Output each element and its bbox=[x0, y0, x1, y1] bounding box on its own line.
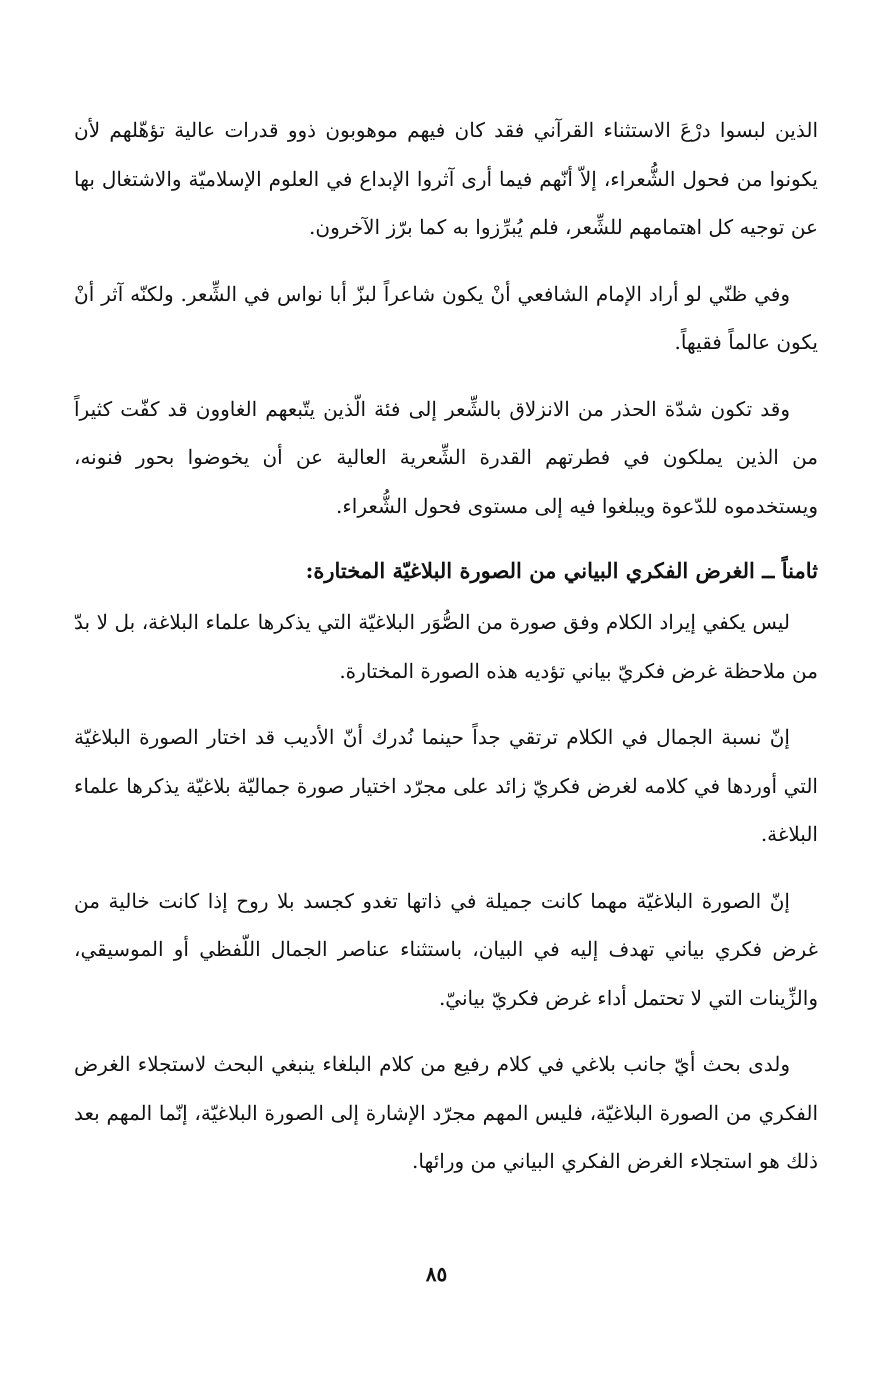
page-number: ٨٥ bbox=[425, 1262, 448, 1286]
paragraph: وفي ظنّي لو أراد الإمام الشافعي أنْ يكون شاعراً لبزّ أبا نواس في الشِّعر. ولكنّه آثر أنْ يكون عالماً فقيهاً. bbox=[74, 281, 818, 354]
paragraph: إنّ نسبة الجمال في الكلام ترتقي جداً حينما نُدرك أنّ الأديب قد اختار الصورة البلاغيّة التي أوردها في كلامه لغرض فكريّ زائد على مجرّد اختيار صورة جماليّة بلاغيّة يذكرها علماء البلاغة. bbox=[74, 725, 818, 846]
page-body bbox=[74, 106, 818, 1204]
section-heading: ثامناً ــ الغرض الفكري البياني من الصورة البلاغيّة المختارة: bbox=[305, 558, 818, 583]
paragraph: ولدى بحث أيّ جانب بلاغي في كلام رفيع من كلام البلغاء ينبغي البحث لاستجلاء الغرض الفكري من الصورة البلاغيّة، فليس المهم مجرّد الإشارة إلى الصورة البلاغيّة، إنّما المهم بعد ذلك هو استجلاء الغرض الفكري البياني من ورائها. bbox=[74, 1052, 818, 1173]
paragraph: إنّ الصورة البلاغيّة مهما كانت جميلة في ذاتها تغدو كجسد بلا روح إذا كانت خالية من غرض فكري بياني تهدف إليه في البيان، باستثناء عناصر الجمال اللّفظي أو الموسيقي، والزِّينات التي لا تحتمل أداء غرض فكريّ بيانيّ. bbox=[74, 888, 818, 1010]
paragraph: الذين لبسوا درْعَ الاستثناء القرآني فقد كان فيهم موهوبون ذوو قدرات عالية تؤهّلهم لأن يكونوا من فحول الشُّعراء، إلاّ أنّهم فيما أرى آثروا الإبداع في العلوم الإسلاميّة والاشتغال بها عن توجيه كل اهتمامهم للشِّعر، فلم يُبرِّزوا به كما برّز الآخرون. bbox=[74, 118, 818, 239]
paragraph: ليس يكفي إيراد الكلام وفق صورة من الصُّوَر البلاغيّة التي يذكرها علماء البلاغة، بل لا بدّ من ملاحظة غرض فكريّ بياني تؤديه هذه الصورة المختارة. bbox=[74, 610, 818, 683]
paragraph: وقد تكون شدّة الحذر من الانزلاق بالشِّعر إلى فئة الّذين يتّبعهم الغاوون قد كفّت كثيراً من الذين يملكون في فطرتهم القدرة الشِّعرية العالية عن أن يخوضوا بحور فنونه، ويستخدموه للدّعوة ويبلغوا فيه إلى مستوى فحول الشُّعراء. bbox=[74, 396, 818, 518]
